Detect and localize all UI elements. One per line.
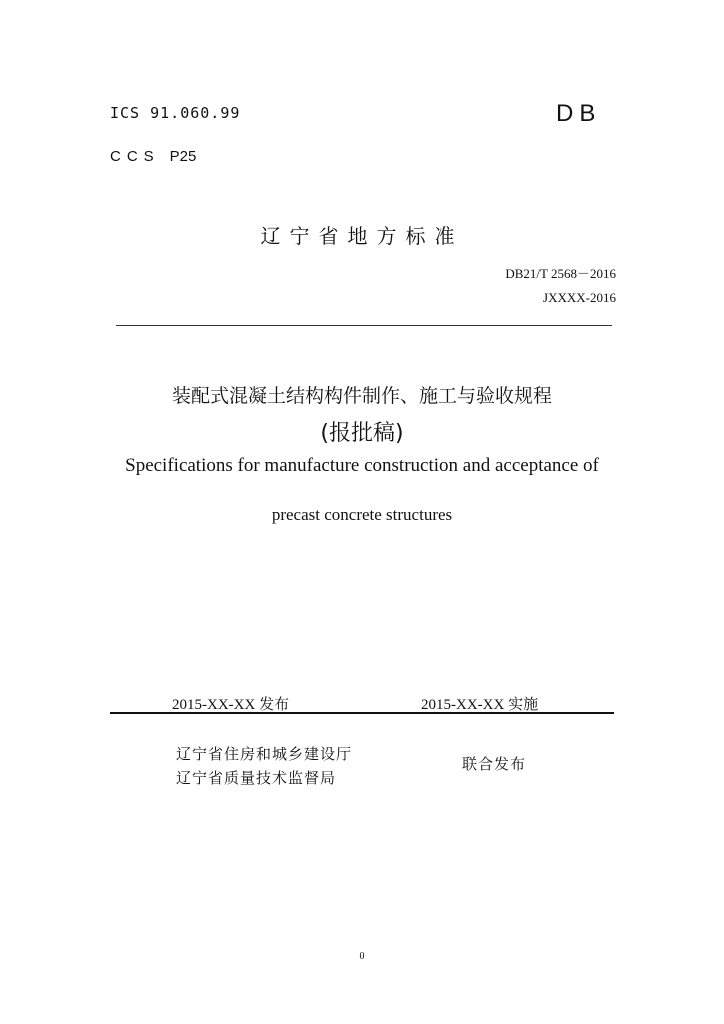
standard-type-heading: 辽宁省地方标准 (260, 224, 464, 248)
ccs-value: P25 (169, 148, 197, 165)
ccs-label: CCS (110, 148, 160, 165)
page-number: 0 (359, 951, 365, 962)
top-divider (116, 325, 612, 326)
ccs-code (110, 148, 196, 165)
issuer-org-2: 辽宁省质量技术监督局 (176, 769, 337, 787)
document-title-en-line1: Specifications for manufacture construction and acceptance of (125, 455, 599, 476)
document-status: (报批稿) (320, 421, 404, 446)
db-mark: DB (556, 100, 602, 127)
db-standard-number: DB21/T 2568－2016 (505, 266, 616, 281)
document-title-en-line2: precast concrete structures (271, 505, 453, 524)
bottom-divider (110, 712, 614, 714)
joint-issue-label: 联合发布 (462, 755, 527, 773)
implementation-date: 2015-XX-XX 实施 (421, 697, 539, 713)
issue-date: 2015-XX-XX 发布 (172, 697, 290, 713)
issuer-org-1: 辽宁省住房和城乡建设厅 (176, 745, 353, 763)
jx-standard-number: JXXXX-2016 (543, 290, 616, 305)
document-title-cn: 装配式混凝土结构构件制作、施工与验收规程 (171, 385, 552, 407)
ics-code: ICS 91.060.99 (110, 104, 241, 122)
